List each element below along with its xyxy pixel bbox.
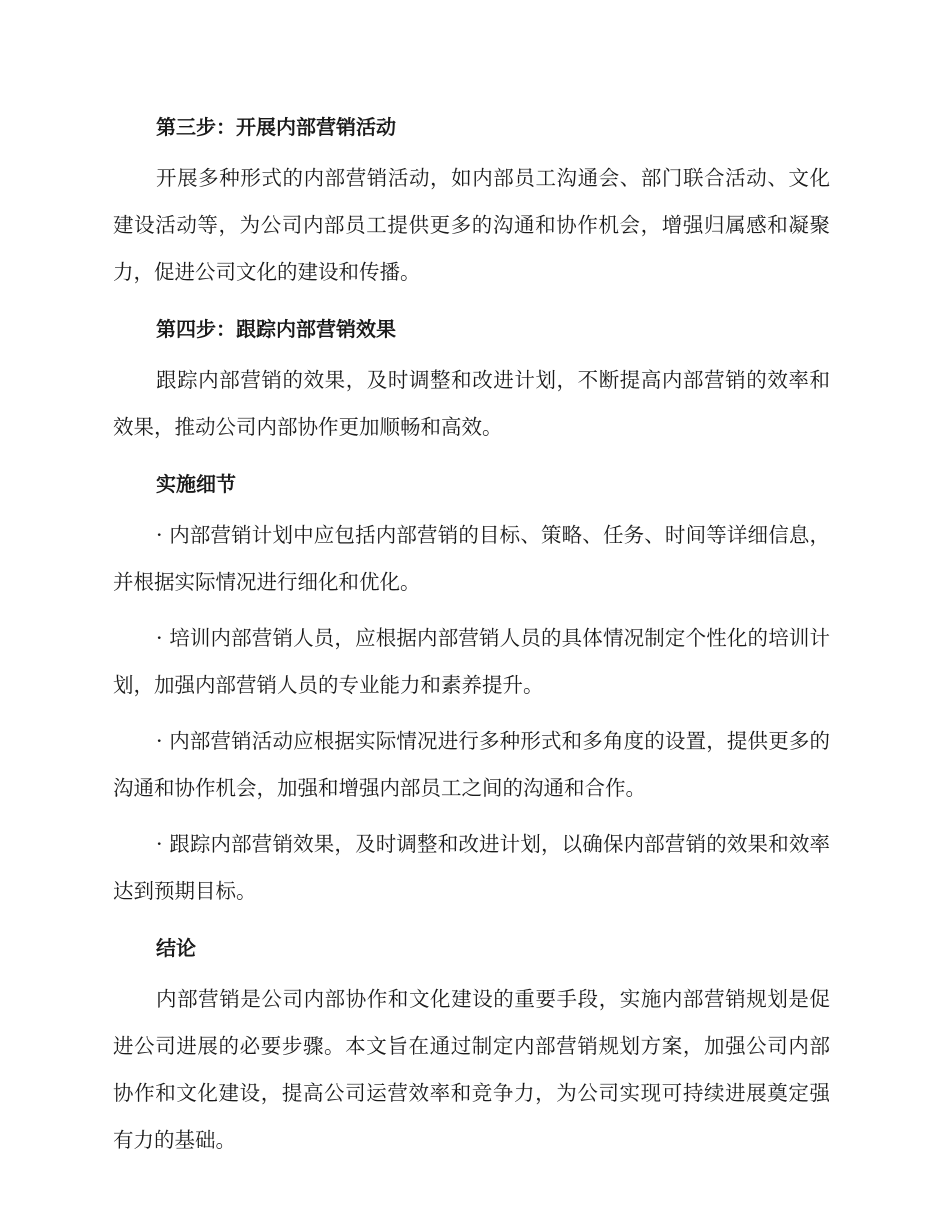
section-heading-step-four: 第四步：跟踪内部营销效果 — [156, 317, 396, 341]
bullet-item-tracking: · 跟踪内部营销效果，及时调整和改进计划，以确保内部营销的效果和效率达到预期目标。 — [113, 832, 830, 903]
section-heading-implementation-details: 实施细节 — [156, 472, 236, 496]
section-heading-conclusion: 结论 — [156, 936, 196, 960]
section-heading-step-three: 第三步：开展内部营销活动 — [156, 115, 396, 139]
bullet-item-plan-content: · 内部营销计划中应包括内部营销的目标、策略、任务、时间等详细信息，并根据实际情况进行细化和优化。 — [113, 523, 830, 594]
paragraph-step-four: 跟踪内部营销的效果，及时调整和改进计划，不断提高内部营销的效率和效果，推动公司内部协作更加顺畅和高效。 — [113, 368, 830, 439]
bullet-item-activities: · 内部营销活动应根据实际情况进行多种形式和多角度的设置，提供更多的沟通和协作机会，加强和增强内部员工之间的沟通和合作。 — [113, 729, 830, 800]
paragraph-conclusion: 内部营销是公司内部协作和文化建设的重要手段，实施内部营销规划是促进公司进展的必要步骤。本文旨在通过制定内部营销规划方案，加强公司内部协作和文化建设，提高公司运营效率和竞争力，为公司实现可持续进展奠定强有力的基础。 — [113, 987, 830, 1152]
paragraph-step-three: 开展多种形式的内部营销活动，如内部员工沟通会、部门联合活动、文化建设活动等，为公司内部员工提供更多的沟通和协作机会，增强归属感和凝聚力，促进公司文化的建设和传播。 — [113, 166, 830, 284]
bullet-item-training: · 培训内部营销人员，应根据内部营销人员的具体情况制定个性化的培训计划，加强内部营销人员的专业能力和素养提升。 — [113, 626, 830, 697]
